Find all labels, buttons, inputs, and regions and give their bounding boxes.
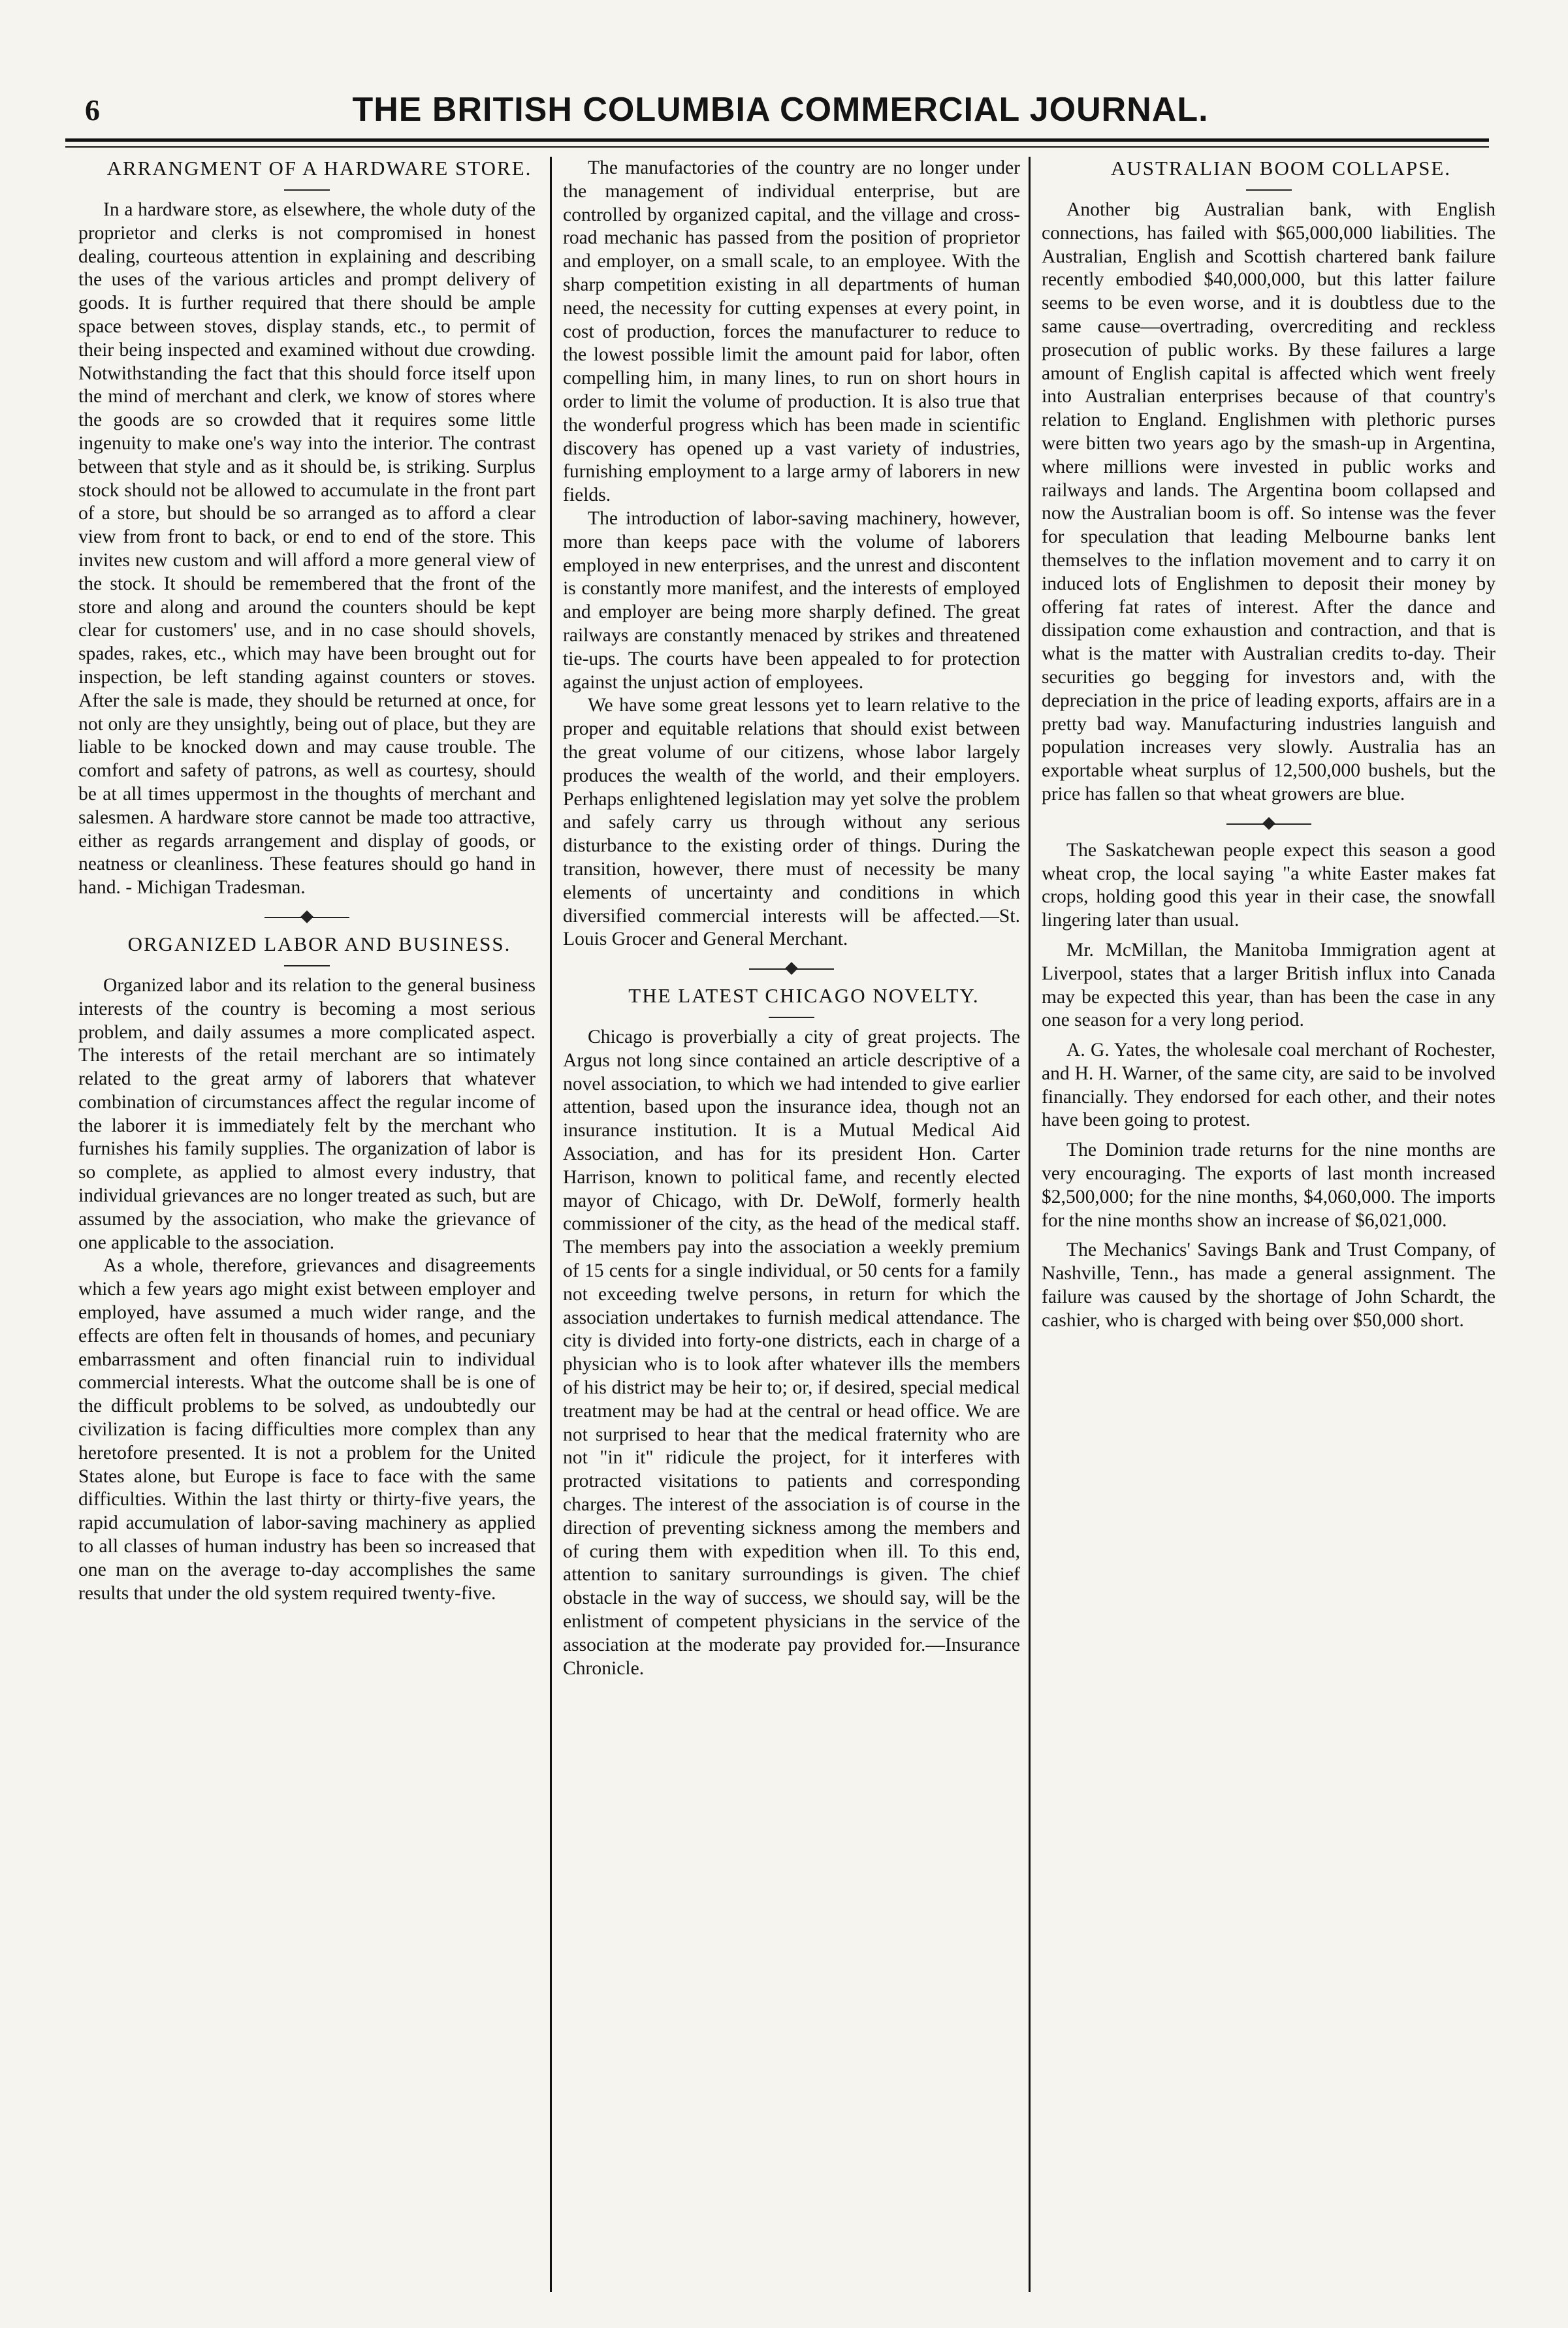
brief-paragraph: The Mechanics' Savings Bank and Trust Company, of Nashville, Tenn., has made a general assignment. The failure was caused by the shortage of John Schardt, the cashier, who is charged with being over $50,000 short. [1042,1239,1496,1331]
column-1 [78,157,536,2312]
headline-rule [769,1017,814,1018]
brief-items [1042,839,1496,1333]
article-hardware-store [78,157,536,900]
article-paragraph: We have some great lessons yet to learn relative to the proper and equitable relations that should exist between the great volume of our citizens, whose labor largely produces the wealth of the world, and their employers. Perhaps enlightened legislation may yet solve the problem and safely carry us through without any serious disturbance to the existing order of things. During the transition, however, there must of necessity be many elements of uncertainty and conditions in which diversified commercial interests will be affected.—St. Louis Grocer and General Merchant. [563,695,1020,950]
page-number: 6 [85,93,100,127]
page-header [72,90,1489,136]
brief-paragraph: The Dominion trade returns for the nine months are very encouraging. The exports of last month increased $2,500,000; for the nine months, $4,060,000. The imports for the nine months show an increase of $6,021,000. [1042,1140,1496,1231]
brief-paragraph: Mr. McMillan, the Manitoba Immigration agent at Liverpool, states that a larger British influx into Canada may be expected this year, than has been the case in any one season for a very long period. [1042,939,1496,1031]
column-rule [1029,157,1031,2292]
article-paragraph: Another big Australian bank, with English connections, has failed with $65,000,000 liabilities. The Australian, English and Scottish chartered bank failure recently embodied $40,000,000, but this latter failure seems to be even worse, and it is doubtless due to the same cause—overtrading, overcrediting and reckless prosecution of public works. By these failures a large amount of English capital is affected which went freely into Australian enterprises because of that country's relation to England. Englishmen with plethoric purses were bitten two years ago by the smash-up in Argentina, where millions were invested in public works and railways and lands. The Argentina boom collapsed and now the Australian boom is off. So intense was the fever for speculation that leading Melbourne banks lent themselves to the inflation movement and to carry it on induced lots of Englishmen to deposit their money by offering fat rates of interest. After the dance and dissipation come exhaustion and contraction, and that is what is the matter with Australian credits to-day. Their securities go begging for investors and, with the depreciation in the price of leading exports, affairs are in a pretty bad way. Manufacturing industries languish and population increases very slowly. Australia has an exportable wheat surplus of 12,500,000 bushels, but the price has fallen so that wheat growers are blue. [1042,199,1496,805]
headline-rule [284,189,330,191]
column-rule [550,157,552,2292]
header-rule-thin [65,146,1489,148]
article-paragraph: Chicago is proverbially a city of great projects. The Argus not long since contained an article descriptive of a novel association, to which we had intended to give earlier attention, based upon the insurance idea, though not an insurance institution. It is a Mutual Medical Aid Association, and has for its president Hon. Carter Harrison, known to political fame, and recently elected mayor of Chicago, with Dr. DeWolf, formerly health commissioner of the city, as the head of the medical staff. The members pay into the association a weekly premium of 15 cents for a single individual, or 50 cents for a family not exceeding twelve persons, in return for which the association undertakes to furnish medical attendance. The city is divided into forty-one districts, each in charge of a physician who is to look after whatever ills the members of his district may be heir to; or, if desired, special medical treatment may be had at the central or head office. We are not surprised to hear that the medical fraternity who are not "in it" ridicule the project, for it interferes with protracted visitations to patients and corresponding charges. The interest of the association is of course in the direction of preventing sickness among the members and of curing them with expedition when ill. To this end, attention to sanitary surroundings is given. The chief obstacle in the way of success, we should say, will be the enlistment of competent physicians in the service of the association at the moderate pay provided for.—Insurance Chronicle. [563,1027,1020,1679]
article-paragraph: The manufactories of the country are no longer under the management of individual enterprise, but are controlled by organized capital, and the village and cross-road mechanic has passed from the position of proprietor and employer, on a small scale, to an employee. With the sharp competition existing in all departments of human need, the necessity for cutting expenses at every point, in cost of production, forces the manufacturer to reduce to the lowest possible limit the amount paid for labor, often compelling him, in many lines, to run on short hours in order to limit the volume of production. It is also true that the wonderful progress which has been made in scientific discovery has opened up a vast variety of industries, furnishing employment to a large army of laborers in new fields. [563,157,1020,506]
headline: ORGANIZED LABOR AND BUSINESS. [127,932,511,955]
headline: ARRANGMENT OF A HARDWARE STORE. [106,157,532,180]
headline: THE LATEST CHICAGO NOVELTY. [628,984,980,1008]
article-paragraph: As a whole, therefore, grievances and disagreements which a few years ago might exist between employer and employed, have assumed a much wider range, and the effects are often felt in thousands of homes, and pecuniary embarrassment and often financial ruin to individual commercial interests. What the outcome shall be is one of the difficult problems to be solved, as undoubtedly our civilization is facing difficulties more complex than any heretofore presented. It is not a problem for the United States alone, but Europe is face to face with the same difficulties. Within the last thirty or thirty-five years, the rapid accumulation of labor-saving machinery as applied to all classes of human industry has been so increased that one man on the average to-day accomplishes the same results that under the old system required twenty-five. [78,1255,536,1604]
header-rule-thick [65,138,1489,142]
column-2 [563,157,1020,2312]
brief-paragraph: A. G. Yates, the wholesale coal merchant of Rochester, and H. H. Warner, of the same city, are said to be involved financially. They endorsed for each other, and their notes have been going to protest. [1042,1040,1496,1131]
article-organized-labor [78,933,536,1606]
article-australian-boom [1042,157,1496,806]
article-paragraph: The introduction of labor-saving machinery, however, more than keeps pace with the volume of laborers employed in new enterprises, and the unrest and discontent is constantly more manifest, and the interests of employed and employer are being more sharply defined. The great railways are constantly menaced by strikes and threatened tie-ups. The courts have been appealed to for protection against the unjust action of employees. [563,507,1020,693]
headline-rule [284,965,330,966]
column-3 [1042,157,1496,2312]
journal-title: THE BRITISH COLUMBIA COMMERCIAL JOURNAL. [352,91,1209,129]
section-divider [1226,816,1311,833]
section-divider [749,961,834,978]
headline: AUSTRALIAN BOOM COLLAPSE. [1110,157,1452,180]
article-paragraph: Organized labor and its relation to the general business interests of the country is becoming a most serious problem, and daily assumes a more complicated aspect. The interests of the retail merchant are so intimately related to the great army of laborers that whatever combination of circumstances affect the regular income of the laborer it is immediately felt by the merchant who furnishes his family supplies. The organization of labor is so complete, as applied to almost every industry, that individual grievances are no longer treated as such, but are assumed by the association, who make the grievance of one applicable to the association. [78,974,536,1253]
headline-rule [1246,189,1292,191]
article-paragraph: In a hardware store, as elsewhere, the whole duty of the proprietor and clerks is not compromised in honest dealing, courteous attention in explaining and describing the uses of the various articles and prompt delivery of goods. It is further required that there should be ample space between stoves, display stands, etc., to permit of their being inspected and examined without due crowding. Notwithstanding the fact that this should force itself upon the mind of merchant and clerk, we know of stores where the goods are so crowded that it requires some little ingenuity to make one's way into the interior. The contrast between that style and as it should be, is striking. Surplus stock should not be allowed to accumulate in the front part of a store, but should be so arranged as to afford a clear view from front to back, or end to end of the store. This invites new custom and will afford a more general view of the stock. It should be remembered that the front of the store and along and around the counters should be kept clear for customers' use, and in no case should shovels, spades, rakes, etc., which may have been brought out for inspection, be left standing against counters or stoves. After the sale is made, they should be returned at once, for not only are they unsightly, being out of place, but they are liable to be knocked down and may cause trouble. The comfort and safety of patrons, as well as courtesy, should be at all times uppermost in the thoughts of merchant and salesmen. A hardware store cannot be made too attractive, either as regards arrangement and display of goods, or neatness or cleanliness. These features should go hand in hand. - Michigan Tradesman. [78,199,536,899]
section-divider [264,909,349,926]
article-organized-labor-continued [563,157,1020,951]
article-chicago-novelty [563,984,1020,1680]
brief-paragraph: The Saskatchewan people expect this season a good wheat crop, the local saying "a white Easter makes fat crops, holding good this year in their case, the snowfall lingering later than usual. [1042,839,1496,931]
